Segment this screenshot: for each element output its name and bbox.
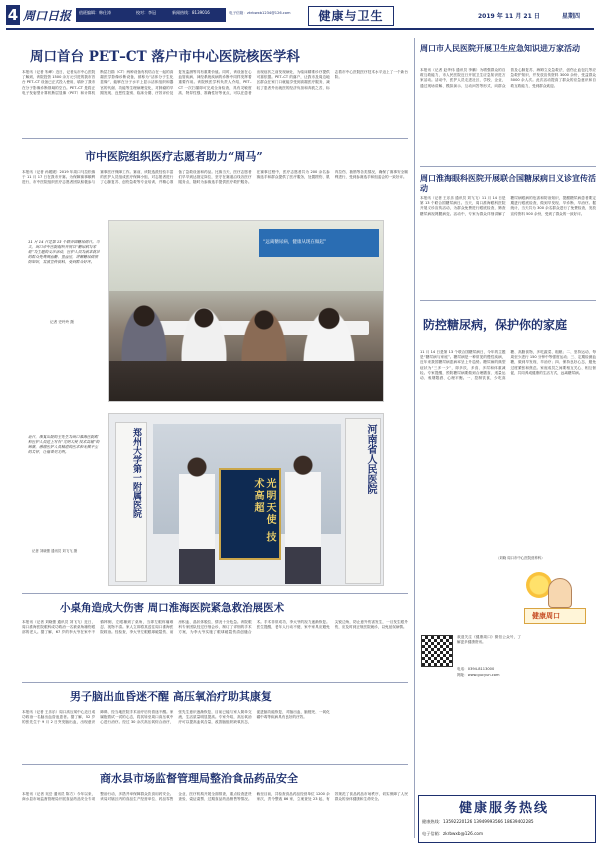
- article-food-safety-body: 本报讯（记者 吴岳 通讯员 陈方）今年以来，商水县市场监督管理局开展食品药品安全专项整治行动，多措并举保障群众饮食用药安全。该局对辖区内的食品生产经营单位、药品零售企业、医疗机构开展全面排查，重点检查进货查验、索证索票、过期食品药品销售等情况。截至目前，共检查食品药品经营单位 1200 余家次，责令整改 86 家，立案查处 23 起，有效规范了食品药品市场秩序，切实保障了人民群众的身体健康和生命安全。: [22, 792, 408, 802]
- headline-diabetes-day: 周口淮海眼科医院开展联合国糖尿病日义诊宣传活动: [420, 173, 596, 193]
- photo2-caption: 近日，康复出院的王先生为周口淮海医院眼科医护人员送上写有“光明天使 技术高超”的锦旗，感谢医护人员精湛的医术和无微不至的关怀，让他重见光明。: [28, 435, 100, 454]
- header-rule: [6, 28, 594, 30]
- check: 校对：李冠: [136, 10, 156, 15]
- editor: 值班编辑：韩仕涛: [79, 10, 111, 15]
- crowd-b: [179, 303, 229, 363]
- crowd-c: [239, 305, 289, 365]
- photo-pennant: [108, 413, 384, 586]
- article-eye-injury-body: 本报讯（记者 刘晓蕾 通讯员 刘飞飞）近日，周口淮海医院眼科成功救治一名被桌角撞伤眼部的老人。据了解，67 岁的李大爷在家中不慎摔倒，左眼撞到了桌角，当即左眼疼痛难忍、视物不清。家人立即将其送往周口淮海医院救治。经检查，李大爷左眼眼球破裂伤、前房积血、晶状体脱位，情况十分危急。该院眼科专家团队经过仔细会诊，制订了详细的手术方案，为李大爷实施了眼球破裂伤清创缝合术。手术非常成功，李大爷的视力逐渐恢复。医生提醒，老年人行动不便，家中家具应避免尖锐边角，防止意外伤害发生，一旦发生眼外伤，应及时到正规医院就诊，以免延误病情。: [22, 620, 408, 635]
- article-pet-ct-body: 本报讯（记者 朱峰）近日，记者从市中心医院了解到，该院投资 1500 余万元引进的我市首台 PET–CT 设备已正式投入使用，填补了我市在分子影像诊断领域的空白。PET–CT 是将正电子发射型计算机断层显像（PET）和计算机断层扫描（CT）两种设备有机结合在一起的高端医学影像诊断设备，被称为“活体分子生化显像”，能够在分子水平上显示活体组织和器官的代谢、功能等生理病理变化，对肿瘤的早期发现、良恶性鉴别、临床分期、疗效评价及复发监测等具有重要价值。同时，该设备在心血管疾病、神经系统疾病的诊断中同样发挥着重要作用。该院核医学科负责人介绍，PET–CT 一次扫描即可完成全身检查，具有灵敏度高、特异性强、准确性好等优点，可以在患者出现症状之前发现病灶，为临床精准诊疗提供可靠依据。PET–CT 的落户，让我市及周边地区群众在家门口就能享受到高端医疗服务，减轻了患者外出就医的经济负担和奔波之苦，标志着市中心医院医疗技术水平迈上了一个新台阶。: [22, 70, 408, 95]
- hotline-email: zkrbwxb@126.com: [443, 831, 484, 836]
- headline-pet-ct: 周口首台 PET–CT 落户市中心医院核医学科: [30, 49, 300, 65]
- hotline-phone-label: 健康热线：: [422, 819, 443, 824]
- divider: [22, 682, 408, 683]
- divider: [420, 300, 596, 301]
- photo2-credit: 记者 刘晓蕾 通讯员 刘飞飞 摄: [32, 549, 77, 553]
- photo1-caption: 11 月 14 日是第 13 个联合国糖尿病日。当天，周口市中医院组织开展以“糖尿病与家庭”为主题的义诊活动，医护人员为前来就诊的群众免费测血糖、量血压，讲解糖尿病预防知识，发放宣传资料，受到群众好评。: [28, 240, 100, 264]
- article-volunteers-body: 本报讯（记者 孙媛媛）2019 年周口马拉松赛于 11 月 17 日在我市开赛。为保障赛事顺利进行，市中医院组织医疗志愿者团队积极参与赛事医疗保障工作。赛前，该院选派经验丰富的医护人员组成医疗保障小组，对志愿者进行了心肺复苏、创伤急救等专业培训，并精心准备了急救设备和药品。比赛当天，医疗志愿者们早早到达指定岗位，坚守在赛道沿线各医疗服务点，随时为参赛选手提供医疗救护服务。在赛事过程中，医疗志愿者共为 200 余名参赛选手和群众提供了医疗服务，处置擦伤、肌肉拉伤、抽筋等各类情况，确保了赛事安全顺利进行，受到参赛选手和组委会的一致好评。: [22, 170, 408, 185]
- issue-date: 2019 年 11 月 21 日: [478, 13, 540, 20]
- foreground: [109, 361, 384, 402]
- sign-right-text: 河南省人民医院: [365, 424, 376, 494]
- divider: [22, 138, 408, 139]
- hotline-phones: 13592220126 13949993566 18639402285: [443, 819, 534, 824]
- doctor-left: [179, 454, 215, 584]
- headline-emergency: 周口市人民医院开展卫生应急知识进万家活动: [420, 43, 580, 53]
- masthead: [6, 5, 596, 35]
- article-hyperbaric-body: 本报讯（记者 王乐乐）周口高压氧中心近日成功救治一名脑出血昏迷患者。据了解，52 岁的张先生于 9 月 2 日突发脑出血，出现意识障碍，经当地医院手术治疗后仍昏迷不醒。家属抱着试一试的心态，将其转至周口高压氧中心进行治疗。经过 30 余次高压氧综合治疗，张先生意识逐渐恢复，目前已能与家人简单交流，生活质量明显提高。专家介绍，高压氧治疗可以提高血氧含量，改善脑组织缺氧状态，促进脑功能恢复，对脑出血、脑梗死、一氧化碳中毒等疾病具有良好的疗效。: [22, 710, 330, 725]
- sign-left-text: 郑州大学第一附属医院: [131, 428, 141, 518]
- divider: [420, 166, 596, 167]
- article-diabetes-day-body: 本报讯（记者 王乐乐 通讯员 刘飞飞）11 月 14 日是第 13 个联合国糖尿病日。当天，周口淮海眼科医院开展义诊宣传活动，为群众免费进行眼底检查，筛查糖尿病视网膜病变。活动中，专家为群众详细讲解了糖尿病眼病的危害和防治知识，提醒糖尿病患者要定期进行眼底检查，做到早发现、早诊断、早治疗。据统计，当天共为 300 余名群众进行了免费检查，发放宣传资料 500 余份，受到了群众的一致好评。: [420, 196, 596, 216]
- paper-name: 周口日报: [23, 9, 72, 23]
- hotline-email-label: 电子信箱：: [422, 831, 443, 836]
- doctor-right: [285, 452, 321, 584]
- hotline-box: [418, 795, 596, 843]
- pennant-text: 光明天使 技术高超: [252, 478, 275, 544]
- column-separator: [414, 38, 415, 838]
- divider: [22, 764, 408, 765]
- health-illustration: [520, 568, 590, 630]
- divider: [22, 593, 408, 594]
- headline-volunteers: 市中医院组织医疗志愿者助力“周马”: [85, 150, 263, 163]
- promo-site: 网址：www.gucyun.com: [457, 673, 500, 677]
- promo-phone: 电话：0394-8113000: [457, 667, 495, 671]
- crowd-a: [119, 301, 169, 361]
- headline-hyperbaric: 男子脑出血昏迷不醒 高压氧治疗助其康复: [70, 690, 272, 703]
- section-title: 健康与卫生: [308, 6, 394, 26]
- headline-food-safety: 商水县市场监督管理局整治食品药品安全: [100, 772, 298, 785]
- page-number: 4: [7, 6, 19, 24]
- headline-prevent-diabetes: 防控糖尿病，保护你的家庭: [423, 318, 568, 332]
- photo-diabetes-clinic: [108, 220, 384, 402]
- photo1-credit: 记者 史玲玲 摄: [50, 320, 74, 324]
- hotline-title: 健康服务热线: [459, 801, 550, 816]
- headline-eye-injury: 小桌角造成大伤害 周口淮海医院紧急救治展医术: [60, 602, 285, 614]
- header-email: 电子信箱：zkrbwxb1234@126.com: [229, 11, 291, 15]
- article-emergency-body: 本报讯（记者 赵华伟 通讯员 李鹏）为增强群众的自救互救能力，市人民医院近日开展卫生应急知识进万家活动。活动中，医护人员走进社区、学校、企业，通过现场讲解、模拟演示、互动问答等形式，向群众普及心肺复苏、海姆立克急救法、创伤止血包扎等应急救护知识，并发放宣传资料 3000 余份，受益群众 5000 余人次。此次活动提高了群众的应急意识和自救互救能力，受到群众欢迎。: [420, 68, 596, 88]
- promo-title: 健康周口: [532, 611, 560, 620]
- qr-code-icon: [421, 635, 453, 667]
- prevent-diabetes-credit: （刘晓 周口市中心医院营养科）: [496, 556, 545, 560]
- character-icon: [548, 578, 572, 608]
- hotline: 新闻热线：8139016: [172, 10, 210, 15]
- promo-text: 欢迎关注《健康周口》微信公众号，了解更多健康资讯。: [457, 635, 521, 645]
- article-prevent-diabetes-body: 11 月 14 日是第 13 个联合国糖尿病日，今年的主题是“糖尿病与家庭”。糖尿病是一种常见的慢性疾病，近年来我国糖尿病患病率呈上升趋势。糖尿病的典型症状为“三多一少”，即多饮、多食、多尿和体重减轻。专家提醒，预防糖尿病要做到合理膳食、适量运动、戒烟限酒、心理平衡。一、控制饮食，少吃高糖、高脂食物，多吃蔬菜、粗粮；二、坚持运动，每周至少进行 150 分钟中等强度运动；三、定期检测血糖，做到早发现、早治疗；四、保持良好心态，避免过度紧张和焦虑。家庭成员之间要相互关心、相互督促，共同养成健康的生活方式，远离糖尿病。: [420, 350, 596, 381]
- banner-text: “远离糖尿病，健康从现在做起”: [263, 240, 327, 245]
- weekday: 星期四: [562, 13, 581, 20]
